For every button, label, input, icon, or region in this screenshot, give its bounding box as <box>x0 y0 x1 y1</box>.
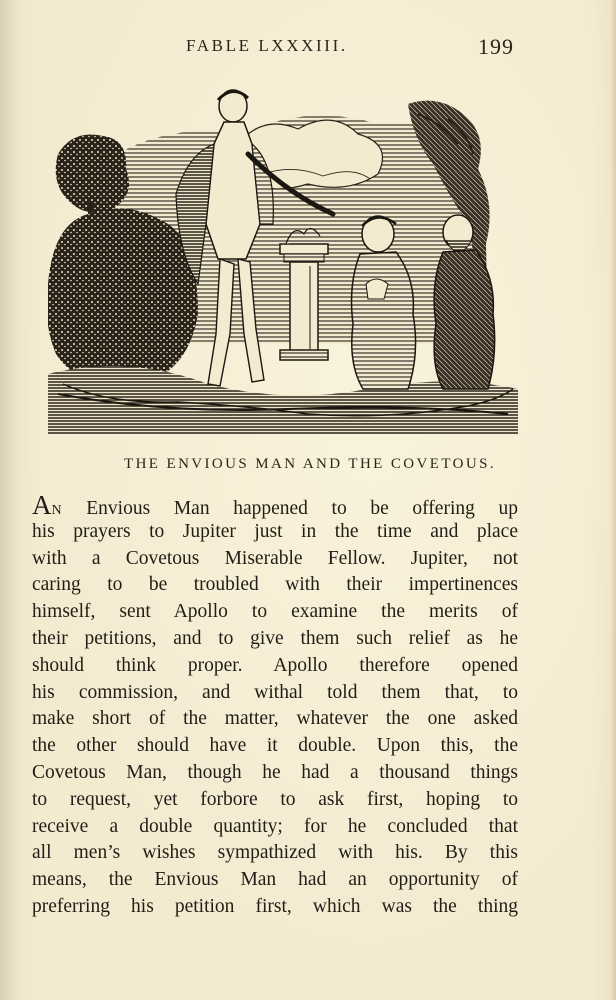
text-line: Covetous Man, though he had a thousand things <box>32 761 518 783</box>
page-header <box>0 36 616 66</box>
illustration-caption: THE ENVIOUS MAN AND THE COVETOUS. <box>124 456 496 472</box>
text-line: the other should have it double. Upon this, the <box>32 735 518 757</box>
text-line-1: AN Envious Man happened to be offering up <box>32 490 518 520</box>
text-line: should think proper. Apollo therefore opened <box>32 654 518 676</box>
drop-cap: A <box>32 490 52 520</box>
left-tree <box>56 134 129 212</box>
page-edge-shadow <box>610 0 616 1000</box>
text-line: means, the Envious Man had an opportunity of <box>32 869 518 891</box>
text-line: receive a double quantity; for he concluded that <box>32 815 518 837</box>
text-line: to request, yet forbore to ask first, hoping to <box>32 788 518 810</box>
text-line: himself, sent Apollo to examine the merits of <box>32 601 518 623</box>
text-line: make short of the matter, whatever the one asked <box>32 708 518 730</box>
page-number: 199 <box>478 34 514 59</box>
text-line: preferring his petition first, which was the thing <box>32 895 518 917</box>
text-line: his commission, and withal told them that, to <box>32 681 518 703</box>
text-line: all men’s wishes sympathized with his. By this <box>32 842 518 864</box>
text-line: their petitions, and to give them such relief as he <box>32 627 518 649</box>
small-caps: N <box>51 503 63 518</box>
text-line: with a Covetous Miserable Fellow. Jupiter, not <box>32 547 518 569</box>
running-head: FABLE LXXXIII. <box>186 36 348 55</box>
text-line: his prayers to Jupiter just in the time and place <box>32 520 518 542</box>
text-line: caring to be troubled with their impertinences <box>32 574 518 596</box>
fable-body <box>32 492 518 921</box>
left-bushes <box>48 208 198 384</box>
woodcut-illustration <box>48 84 518 434</box>
